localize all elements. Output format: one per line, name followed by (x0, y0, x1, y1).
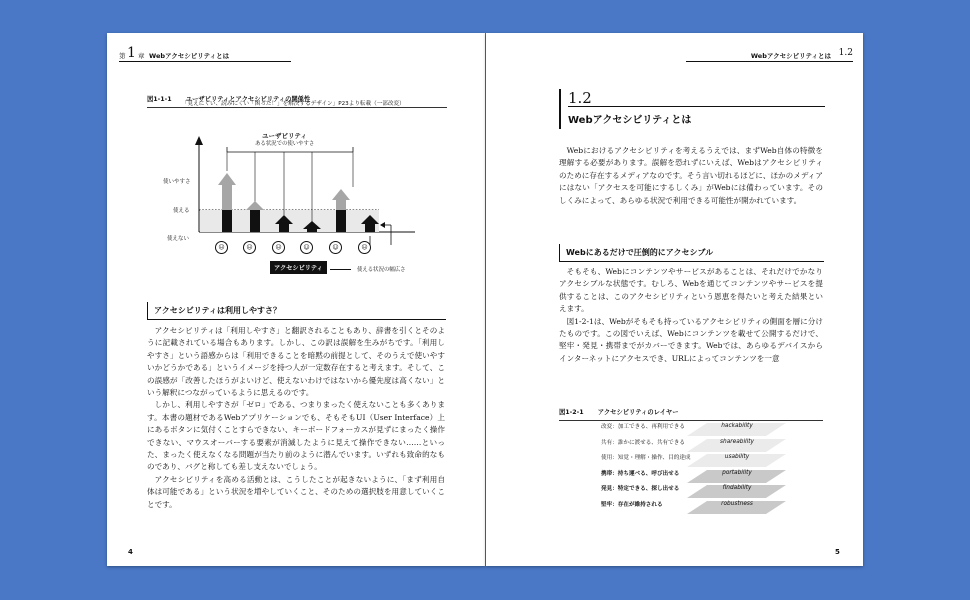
right-page-number: 5 (835, 548, 840, 556)
usability-accessibility-diagram (147, 115, 447, 245)
left-section-title-box (147, 302, 446, 320)
chapter-suffix: 章 (138, 52, 145, 60)
right-subsection-title: Webにあるだけで圧倒的にアクセシブル (566, 248, 714, 257)
face-icon-5: ☺ (329, 241, 342, 254)
left-page-number: 4 (128, 548, 133, 556)
caption-rule (147, 107, 447, 108)
layers-caption-title: アクセシビリティのレイヤー (597, 409, 679, 416)
layer-label-portability: 携帯：持ち運べる、呼び出せる (601, 471, 680, 477)
left-section-title: アクセシビリティは利用しやすさ？ (154, 306, 281, 315)
right-paragraph-1: そもそも、Webにコンテンツやサービスがあることは、それだけでかなりアクセシブルな状態です。むしろ、Webを通じてコンテンツやサービスを提供することは、このアクセシビリティという恩恵を得たいと考えた結果といえます。 (559, 267, 823, 314)
section-number-rule (568, 106, 825, 107)
right-subsection-box (559, 244, 824, 262)
layer-label-usability: 使用：知覚・理解・操作、目的達成 (601, 455, 691, 461)
layer-label-robustness: 堅牢：存在が維持される (601, 502, 663, 508)
left-page (107, 33, 485, 566)
face-icon-3: ☹ (272, 241, 285, 254)
face-icon-2: ☹ (243, 241, 256, 254)
chapter-title: Webアクセシビリティとは (149, 52, 230, 60)
usability-label: ユーザビリティ (262, 132, 307, 140)
layer-en-portability: portability (722, 470, 752, 476)
right-running-header (686, 47, 853, 61)
accessibility-label: アクセシビリティ (270, 261, 327, 274)
left-running-header (119, 47, 479, 61)
figure-source-note: 「見えにくい、読みにくい「困った！」を解決するデザイン」P23より転載（一部改変） (182, 101, 405, 107)
layer-en-shareability: shareability (720, 439, 754, 445)
accessibility-sublabel: 使える状況の幅広さ (357, 267, 406, 273)
chapter-prefix: 第 (119, 52, 126, 60)
right-page (486, 33, 863, 566)
accessibility-layers-diagram (601, 413, 841, 523)
right-section-heading (559, 89, 825, 129)
layer-label-hackability: 改変：加工できる、再利用できる (601, 424, 685, 430)
face-icon-1: ☹ (215, 241, 228, 254)
face-icon-4: ☺ (300, 241, 313, 254)
left-paragraph-2: しかし、利用しやすさが「ゼロ」である、つまりまったく使えないことも多くあります。本書の題材であるWebアプリケーションでも、そもそもUI（User Interface）上にあるボタンに気付くことすらできない、キーボードフォーカスが見ずにまったく操作できない、マウスオーバーする要素が消滅したように見えて操作できない……といった、まったく使えなくなる問題が当たり前のように潜んでいます。いずれも致命的なものであり、バグと称しても差し支えないでしょう。 (147, 400, 445, 472)
right-body-text (559, 266, 823, 365)
right-header-title: Webアクセシビリティとは (750, 52, 831, 60)
usability-sublabel: ある状況での使いやすさ (255, 141, 315, 147)
layer-en-usability: usability (724, 454, 750, 460)
y-label-unusable: 使えない (167, 236, 190, 242)
layer-en-robustness: robustness (721, 501, 753, 507)
header-rule (119, 61, 291, 62)
layer-en-hackability: hackability (721, 423, 753, 429)
y-label-usable: 使える (173, 208, 190, 214)
left-paragraph-1: アクセシビリティは「利用しやすさ」と翻訳されることもあり、辞書を引くとそのように記載されている場合もあります。しかし、この訳は誤解を生みがちです。「利用しやすさ」という語感からは「利用できることを暗黙の前提として、そのうえで使いやすいかどうかである」というイメージを持つ人が一定数存在すると考えます。そして、この誤感が「改善したほうがよいけど、使えないわけではないから優先度は高くない」という解釈につながっているように思えるのです。 (147, 326, 445, 398)
left-body-text (147, 325, 445, 511)
right-intro-paragraph: Webにおけるアクセシビリティを考えるうえでは、まずWeb自体の特徴を理解する必要があります。誤解を恐れずにいえば、Webはアクセシビリティのために存在するメディアなのです。そう言い切れるほどに、ほかのメディアにはない「アクセスを可能にするしくみ」がWebには備わっています。そのしくみによって、あらゆる状況で利用できる可能性が開かれています。 (559, 146, 823, 205)
right-header-rule (686, 61, 853, 62)
chapter-number: 1 (127, 45, 136, 61)
right-section-number: 1.2 (568, 89, 592, 107)
figure-caption-title: ユーザビリティとアクセシビリティの関係性 (185, 96, 311, 103)
right-section-title: Webアクセシビリティとは (568, 115, 692, 126)
figure-caption-id: 図1-1-1 (147, 96, 172, 103)
layer-en-findability: findability (722, 485, 752, 491)
face-icon-6: ☹ (358, 241, 371, 254)
layer-label-findability: 発見：特定できる、探し出せる (601, 486, 680, 492)
right-header-section-number: 1.2 (838, 48, 853, 58)
right-intro-text (559, 145, 823, 207)
y-label-usability: 使いやすさ (163, 179, 191, 185)
layers-caption-id: 図1-2-1 (559, 409, 584, 416)
layer-label-shareability: 共有：誰かに渡せる、共有できる (601, 440, 685, 446)
left-paragraph-3: アクセシビリティを高める活動とは、こうしたことが起きないように、「まず利用自体は可能である」という状況を増やしていくこと、そのための選択肢を用意していくことです。 (147, 474, 445, 509)
right-paragraph-2: 図1-2-1は、Webがそもそも持っているアクセシビリティの側面を層に分けたものです。この図でいえば、Webにコンテンツを載せて公開するだけで、堅牢・発見・携帯までがカバーできます。Webでは、あらゆるデバイスからインターネットにアクセスでき、URLによってコンテンツを一意 (559, 316, 823, 363)
